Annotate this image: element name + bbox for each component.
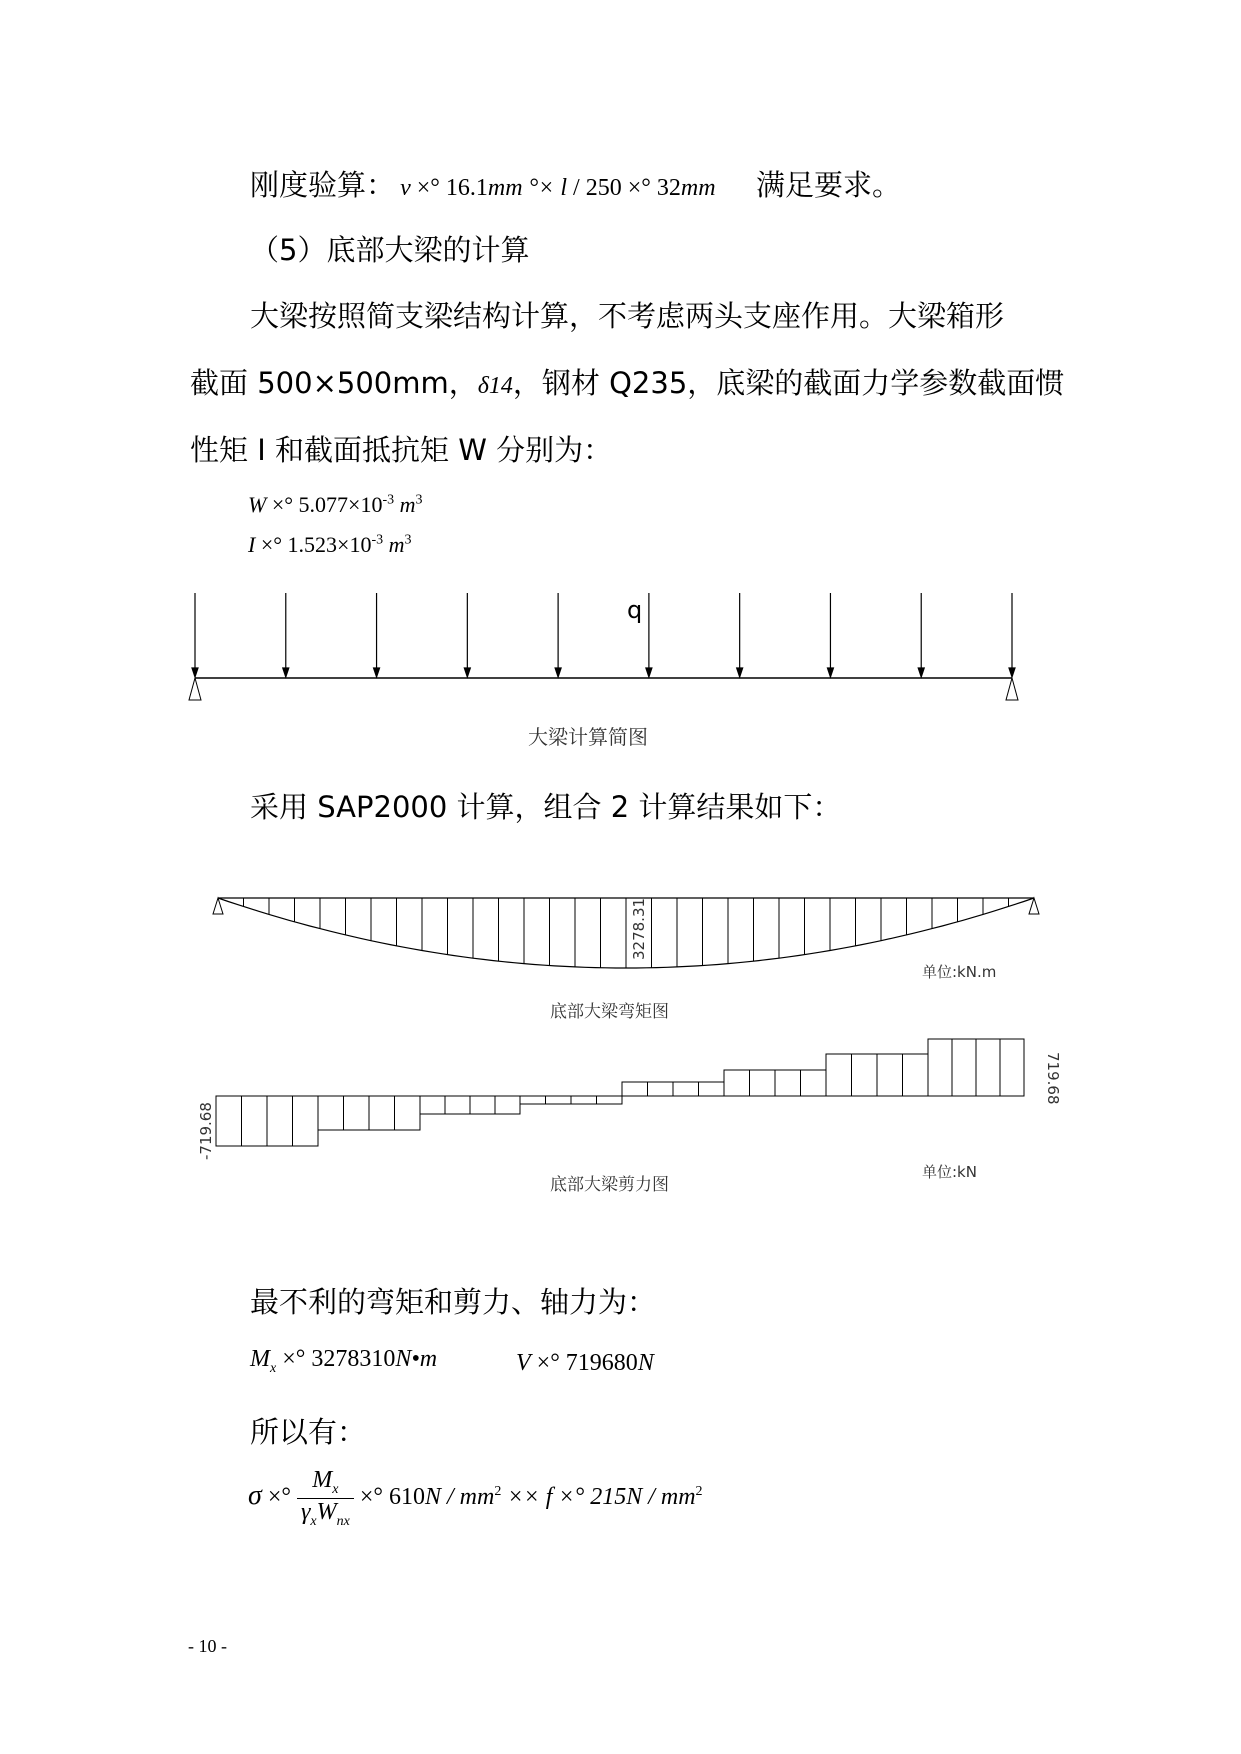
- moment-unit: 单位:kN.m: [922, 963, 997, 981]
- section-heading: （5）底部大梁的计算: [250, 233, 530, 267]
- stress-fraction: $\frac{M_x}{\gamma_xW_{nx}}$: [297, 1467, 354, 1530]
- stiffness-result: 满足要求。: [756, 168, 902, 202]
- shear-force: V ×° 719680N: [516, 1350, 654, 1376]
- shear-left-label: -719.68: [197, 1102, 215, 1160]
- shear-unit: 单位:kN: [922, 1163, 977, 1181]
- w-formula: W ×° $5.077\times 10^{-3}$ $m^3$: [248, 492, 423, 517]
- delta-symbol: δ14: [477, 373, 513, 399]
- worst-line: 最不利的弯矩和剪力、轴力为：: [250, 1285, 657, 1319]
- i-formula: I ×° $1.523\times 10^{-3}$ $m^3$: [248, 532, 412, 557]
- therefore-line: 所以有：: [250, 1415, 367, 1449]
- shear-right-label: 719.68: [1044, 1052, 1062, 1105]
- page-number: - 10 -: [188, 1636, 227, 1656]
- stress-formula: σ ×° $\frac{M_x}{\gamma_xW_{nx}}$ ×° $610N / mm^2 \times\times f$ ×° $215N / mm^2$: [248, 1467, 703, 1529]
- para-line-2: 截面 500×500mm，δ14，钢材 Q235，底梁的截面力学参数截面惯: [190, 366, 1065, 400]
- sap-line: 采用 SAP2000 计算，组合 2 计算结果如下：: [250, 790, 842, 824]
- para-line-1: 大梁按照简支梁结构计算，不考虑两头支座作用。大梁箱形: [250, 299, 1005, 333]
- load-diagram-caption: 大梁计算简图: [528, 725, 648, 749]
- load-label: q: [627, 596, 643, 624]
- moment-peak-label: 3278.31: [630, 897, 648, 960]
- moment-force: $M_x$ ×° 3278310N•m: [250, 1346, 438, 1376]
- para-line-3: 性矩 I 和截面抵抗矩 W 分别为：: [190, 433, 613, 467]
- shear-caption: 底部大梁剪力图: [550, 1175, 669, 1195]
- stiffness-formula: v ×° 16.1mm °× l / 250 ×° 32mm: [400, 175, 716, 201]
- stiffness-label: 刚度验算：: [250, 168, 396, 202]
- moment-caption: 底部大梁弯矩图: [550, 1002, 669, 1022]
